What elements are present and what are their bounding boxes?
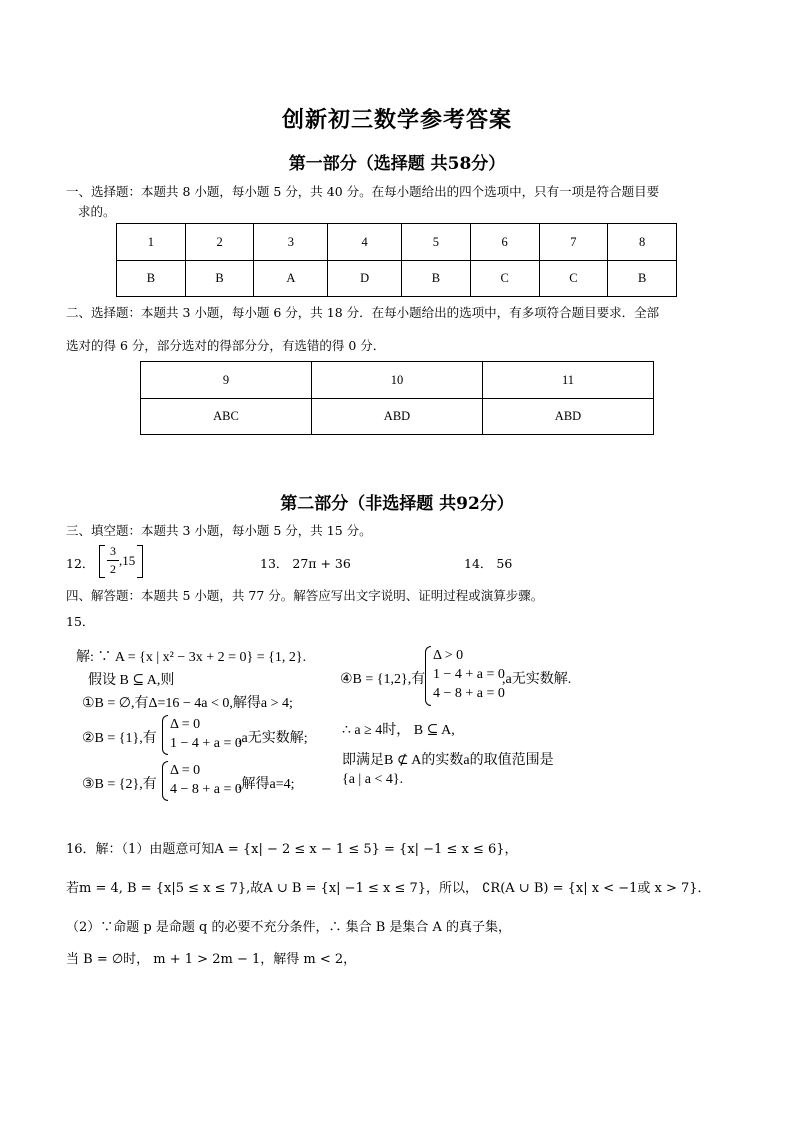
table1-answer: B <box>185 261 254 297</box>
q15-case3-suffix: ,解得a=4; <box>238 777 295 792</box>
q16-line2: 若m = 4, B = {x|5 ≤ x ≤ 7},故A ∪ B = {x| −1 ≤ x ≤ 7}，所以， ∁R(A ∪ B) = {x| x < −1或 x > 7}． <box>66 881 711 896</box>
table1-number: 3 <box>254 224 328 261</box>
q12-fraction <box>107 544 119 577</box>
page-title: 创新初三数学参考答案 <box>281 107 512 133</box>
section1-instructions-line2: 求的。 <box>78 204 116 219</box>
q15-case4-eq2: 1 − 4 + a = 0 <box>433 667 505 682</box>
section4-instructions: 四、解答题：本题共 5 小题，共 77 分。解答应写出文字说明、证明过程或演算步骤。 <box>66 588 544 603</box>
table1-number: 8 <box>608 224 677 261</box>
table1-answer: C <box>539 261 608 297</box>
q15-case4-brace <box>425 646 431 706</box>
section2-instructions-line2: 选对的得 6 分，部分选对的得部分分，有选错的得 0 分． <box>66 338 386 353</box>
part1-heading: 第一部分（选择题 共58分） <box>288 154 506 174</box>
q15-case2-brace <box>162 715 168 755</box>
table1-answer: C <box>470 261 539 297</box>
section3-instructions: 三、填空题：本题共 3 小题，每小题 5 分，共 15 分。 <box>66 523 372 538</box>
table1-answer: A <box>254 261 328 297</box>
table1-number: 4 <box>328 224 402 261</box>
q15-case4-system <box>433 646 505 703</box>
table2-number: 11 <box>483 362 654 399</box>
q15-case2-system <box>170 715 242 753</box>
table2-answer: ABD <box>483 399 654 435</box>
table1-number: 7 <box>539 224 608 261</box>
q15-case3-eq1: Δ = 0 <box>170 763 201 778</box>
q15-case4-eq3: 4 − 8 + a = 0 <box>433 686 505 701</box>
q15-case2-suffix: ,a无实数解; <box>238 731 308 746</box>
q13-answer: 13． 27π + 36 <box>260 556 351 571</box>
q15-case3-system <box>170 761 242 799</box>
q15-result-3: {a | a < 4}. <box>342 772 404 787</box>
answer-table-1-answers-row <box>117 261 677 297</box>
table1-answer: B <box>117 261 186 297</box>
q15-case2-eq1: Δ = 0 <box>170 717 201 732</box>
q15-case4-eq1: Δ > 0 <box>433 648 464 663</box>
table2-answer: ABC <box>141 399 312 435</box>
q15-result-1: ∴ a ≥ 4时， B ⊆ A, <box>342 723 455 738</box>
q15-line2: 假设 B ⊆ A,则 <box>88 673 175 688</box>
q15-label: 15． <box>66 614 95 629</box>
section2-instructions-line1: 二、选择题：本题共 3 小题，每小题 6 分，共 18 分．在每小题给出的选项中，有多项符合题目要求．全部 <box>66 305 660 320</box>
q15-line1: 解: ∵ A = {x | x² − 3x + 2 = 0} = {1, 2}. <box>76 650 307 665</box>
section1-instructions-line1: 一、选择题：本题共 8 小题，每小题 5 分，共 40 分。在每小题给出的四个选项中，只有一项是符合题目要 <box>66 184 660 199</box>
q16-line4: 当 B = ∅时， m + 1 > 2m − 1，解得 m < 2， <box>66 952 357 967</box>
part2-heading: 第二部分（非选择题 共92分） <box>280 494 514 514</box>
q12-left-bracket <box>99 545 105 578</box>
table2-number: 10 <box>312 362 483 399</box>
table1-number: 1 <box>117 224 186 261</box>
answer-table-2-numbers-row <box>141 362 654 399</box>
table2-number: 9 <box>141 362 312 399</box>
q15-case3-prefix: ③B = {2},有 <box>82 777 157 792</box>
q12-frac-bar <box>107 560 119 561</box>
q15-case4-prefix: ④B = {1,2},有 <box>340 672 426 687</box>
table1-answer: B <box>402 261 471 297</box>
q14-answer: 14． 56 <box>464 556 513 571</box>
q15-case3-brace <box>162 761 168 801</box>
q16-line3: （2）∵命题 p 是命题 q 的必要不充分条件，∴ 集合 B 是集合 A 的真子集， <box>66 920 512 935</box>
q15-result-2: 即满足B ⊄ A的实数a的取值范围是 <box>342 753 554 768</box>
table1-answer: B <box>608 261 677 297</box>
table1-number: 2 <box>185 224 254 261</box>
answer-table-1-numbers-row <box>117 224 677 261</box>
q12-right-bracket <box>137 545 143 578</box>
q15-case2-eq2: 1 − 4 + a = 0 <box>170 736 242 751</box>
q12-frac-num: 3 <box>110 544 116 558</box>
table1-answer: D <box>328 261 402 297</box>
q16-line1: 16．解：（1）由题意可知A = {x| − 2 ≤ x − 1 ≤ 5} = {x| −1 ≤ x ≤ 6}， <box>66 842 518 857</box>
q15-case3-eq2: 4 − 8 + a = 0 <box>170 782 242 797</box>
answer-table-1 <box>116 223 677 297</box>
q15-case4-suffix: ,a无实数解. <box>502 672 572 687</box>
q12-frac-den: 2 <box>110 562 116 576</box>
q15-case1: ①B = ∅,有Δ=16 − 4a < 0,解得a > 4; <box>82 696 293 711</box>
q15-case2-prefix: ②B = {1},有 <box>82 731 157 746</box>
q12-tail: ,15 <box>119 553 136 568</box>
q12-label: 12． <box>66 556 95 571</box>
table1-number: 6 <box>470 224 539 261</box>
answer-table-2-answers-row <box>141 399 654 435</box>
table2-answer: ABD <box>312 399 483 435</box>
answer-table-2 <box>140 361 654 435</box>
table1-number: 5 <box>402 224 471 261</box>
